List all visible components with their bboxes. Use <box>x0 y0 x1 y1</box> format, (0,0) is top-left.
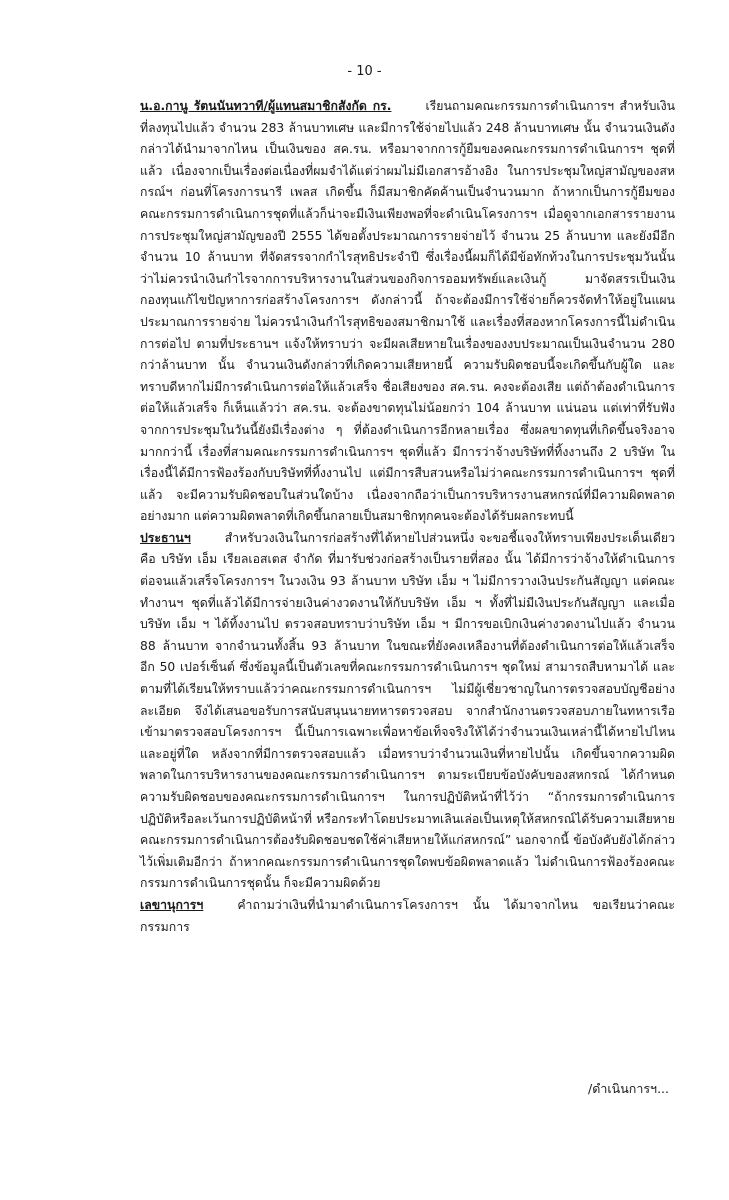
paragraph-text: คำถามว่าเงินที่นำมาดำเนินการโครงการฯ นั้น ได้มาจากไหน ขอเรียนว่าคณะกรรมการ <box>140 897 675 934</box>
paragraph-secretary-answer <box>140 895 675 938</box>
document-body <box>140 96 675 938</box>
speaker-name: น.อ.กานู รัตนนันทวาที/ผู้แทนสมาชิกสังกัด กร. <box>140 99 392 113</box>
paragraph-text: เรียนถามคณะกรรมการดำเนินการฯ สำหรับเงินที่ลงทุนไปแล้ว จำนวน 283 ล้านบาทเศษ และมีการใช้จ่ายไปแล้ว 248 ล้านบาทเศษ นั้น จำนวนเงินดังกล่าวได้นำมาจากไหน เป็นเงินของ สค.รน. หรือมาจากการกู้ยืมของคณะกรรมการดำเนินการฯ ชุดที่แล้ว เนื่องจากเป็นเรื่องต่อเนื่องที่ผมจำได้แต่ว่าผมไม่มีเอกสารอ้างอิง ในการประชุมใหญ่สามัญของสหกรณ์ฯ ก่อนที่โครงการนารี เพลส เกิดขึ้น ก็มีสมาชิกคัดค้านเป็นจำนวนมาก ถ้าหากเป็นการกู้ยืมของคณะกรรมการดำเนินการชุดที่แล้วก็น่าจะมีเงินเพียงพอที่จะดำเนินโครงการฯ เมื่อดูจากเอกสารรายงานการประชุมใหญ่สามัญของปี 2555 ได้ขอตั้งประมาณการรายจ่ายไว้ จำนวน 25 ล้านบาท และยังมีอีกจำนวน 10 ล้านบาท ที่จัดสรรจากกำไรสุทธิประจำปี ซึ่งเรื่องนี้ผมก็ได้มีข้อทักท้วงในการประชุมวันนั้น ว่าไม่ควรนำเงินกำไรจากการบริหารงานในส่วนของกิจการออมทรัพย์และเงินกู้ มาจัดสรรเป็นเงินกองทุนแก้ไขปัญหาการก่อสร้างโครงการฯ ดังกล่าวนี้ ถ้าจะต้องมีการใช้จ่ายก็ควรจัดทำให้อยู่ในแผนประมาณการรายจ่าย ไม่ควรนำเงินกำไรสุทธิของสมาชิกมาใช้ และเรื่องที่สองหากโครงการนี้ไม่ดำเนินการต่อไป ตามที่ประธานฯ แจ้งให้ทราบว่า จะมีผลเสียหายในเรื่องของงบประมาณเป็นเงินจำนวน 280 กว่าล้านบาท นั้น จำนวนเงินดังกล่าวที่เกิดความเสียหายนี้ ความรับผิดชอบนี้จะเกิดขึ้นกับผู้ใด และทราบดีหากไม่มีการดำเนินการต่อให้แล้วเสร็จ ชื่อเสียงของ สค.รน. คงจะต้องเสีย แต่ถ้าต้องดำเนินการต่อให้แล้วเสร็จ ก็เห็นแล้วว่า สค.รน. จะต้องขาดทุนไม่น้อยกว่า 104 ล้านบาท แน่นอน แต่เท่าที่รับฟังจากการประชุมในวันนี้ยังมีเรื่องต่าง ๆ ที่ต้องดำเนินการอีกหลายเรื่อง ซึ่งผลขาดทุนที่เกิดขึ้นจริงอาจมากกว่านี้ เรื่องที่สามคณะกรรมการดำเนินการฯ ชุดที่แล้ว มีการว่าจ้างบริษัทที่ทิ้งงานถึง 2 บริษัท ในเรื่องนี้ได้มีการฟ้องร้องกับบริษัทที่ทิ้งงานไป แต่มีการสืบสวนหรือไม่ว่าคณะกรรมการดำเนินการฯ ชุดที่แล้ว จะมีความรับผิดชอบในส่วนใดบ้าง เนื่องจากถือว่าเป็นการบริหารงานสหกรณ์ที่มีความผิดพลาดอย่างมาก แต่ความผิดพลาดที่เกิดขึ้นกลายเป็นสมาชิกทุกคนจะต้องได้รับผลกระทบนี้ <box>140 99 676 524</box>
speaker-name: ประธานฯ <box>140 530 191 545</box>
paragraph-member-question <box>140 96 675 528</box>
continuation-marker: /ดำเนินการฯ... <box>588 1081 669 1096</box>
page-number: - 10 - <box>347 64 382 79</box>
paragraph-chairman-answer <box>140 528 675 895</box>
paragraph-text: สำหรับวงเงินในการก่อสร้างที่ได้หายไปส่วนหนึ่ง จะขอชี้แจงให้ทราบเพียงประเด็นเดียว คือ บริษัท เอ็ม เรียลเอสเตส จำกัด ที่มารับช่วงก่อสร้างเป็นรายที่สอง นั้น ได้มีการว่าจ้างให้ดำเนินการต่อจนแล้วเสร็จโครงการฯ ในวงเงิน 93 ล้านบาท บริษัท เอ็ม ฯ ไม่มีการวางเงินประกันสัญญา แต่คณะทำงานฯ ชุดที่แล้วได้มีการจ่ายเงินค่างวดงานให้กับบริษัท เอ็ม ฯ ทั้งที่ไม่มีเงินประกันสัญญา และเมื่อบริษัท เอ็ม ฯ ได้ทิ้งงานไป ตรวจสอบทราบว่าบริษัท เอ็ม ฯ มีการขอเบิกเงินค่างวดงานไปแล้ว จำนวน 88 ล้านบาท จากจำนวนทั้งสิ้น 93 ล้านบาท ในขณะที่ยังคงเหลืองานที่ต้องดำเนินการต่อให้แล้วเสร็จอีก 50 เปอร์เซ็นต์ ซึ่งข้อมูลนี้เป็นตัวเลขที่คณะกรรมการดำเนินการฯ ชุดใหม่ สามารถสืบหามาได้ และตามที่ได้เรียนให้ทราบแล้วว่าคณะกรรมการดำเนินการฯ ไม่มีผู้เชี่ยวชาญในการตรวจสอบบัญชีอย่างละเอียด จึงได้เสนอขอรับการสนับสนุนนายทหารตรวจสอบ จากสำนักงานตรวจสอบภายในทหารเรือ เข้ามาตรวจสอบโครงการฯ นี้เป็นการเฉพาะเพื่อหาข้อเท็จจริงให้ได้ว่าจำนวนเงินเหล่านี้ได้หายไปไหนและอยู่ที่ใด หลังจากที่มีการตรวจสอบแล้ว เมื่อทราบว่าจำนวนเงินที่หายไปนั้น เกิดขึ้นจากความผิดพลาดในการบริหารงานของคณะกรรมการดำเนินการฯ ตามระเบียบข้อบังคับของสหกรณ์ ได้กำหนดความรับผิดชอบของคณะกรรมการดำเนินการฯ ในการปฏิบัติหน้าที่ไว้ว่า “ถ้ากรรมการดำเนินการปฏิบัติหรือละเว้นการปฏิบัติหน้าที่ หรือกระทำโดยประมาทเลินเล่อเป็นเหตุให้สหกรณ์ได้รับความเสียหาย คณะกรรมการดำเนินการต้องรับผิดชอบชดใช้ค่าเสียหายให้แก่สหกรณ์” นอกจากนี้ ข้อบังคับยังได้กล่าวไว้เพิ่มเติมอีกว่า ถ้าหากคณะกรรมการดำเนินการชุดใดพบข้อผิดพลาดแล้ว ไม่ดำเนินการฟ้องร้องคณะกรรมการดำเนินการชุดนั้น ก็จะมีความผิดด้วย <box>140 530 675 891</box>
speaker-name: เลขานุการฯ <box>140 897 204 912</box>
